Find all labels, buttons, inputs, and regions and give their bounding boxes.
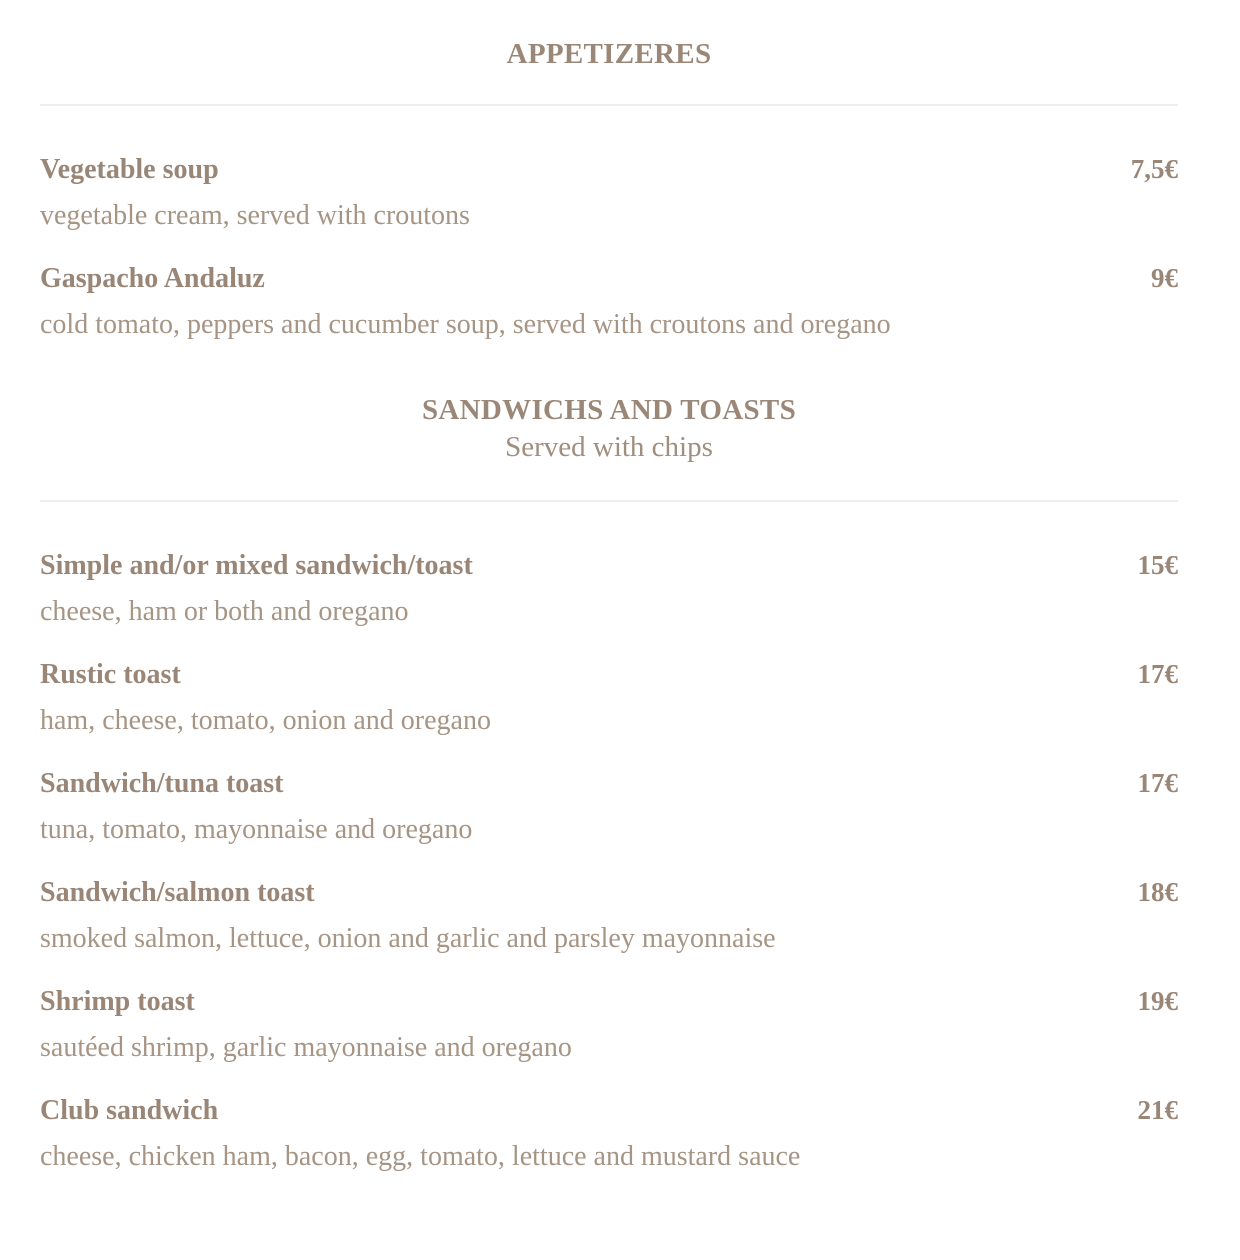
- item-name: Gaspacho Andaluz: [40, 263, 265, 294]
- list-item: [40, 255, 1178, 348]
- item-description: tuna, tomato, mayonnaise and oregano: [40, 814, 473, 845]
- section-divider: [40, 104, 1178, 106]
- item-name: Sandwich/tuna toast: [40, 768, 284, 799]
- item-name: Simple and/or mixed sandwich/toast: [40, 550, 473, 581]
- item-description: cheese, chicken ham, bacon, egg, tomato, lettuce and mustard sauce: [40, 1141, 801, 1172]
- section-title: APPETIZERES: [506, 38, 712, 70]
- list-item: [40, 760, 1178, 853]
- item-name: Sandwich/salmon toast: [40, 877, 315, 908]
- section-divider: [40, 500, 1178, 502]
- list-item: [40, 146, 1178, 239]
- item-name: Rustic toast: [40, 659, 181, 690]
- item-description: cold tomato, peppers and cucumber soup, served with croutons and oregano: [40, 309, 891, 340]
- list-item: [40, 869, 1178, 962]
- item-head: [40, 1087, 1178, 1134]
- item-price: 17€: [1137, 768, 1178, 798]
- item-description: cheese, ham or both and oregano: [40, 596, 409, 627]
- section-title: SANDWICHS AND TOASTS: [422, 394, 796, 426]
- menu-section-sandwiches: [40, 394, 1178, 1180]
- item-head: [40, 869, 1178, 916]
- list-item: [40, 1087, 1178, 1180]
- list-item: [40, 978, 1178, 1071]
- item-price: 19€: [1137, 986, 1178, 1016]
- item-list: [40, 542, 1178, 1180]
- item-head: [40, 255, 1178, 302]
- item-name: Vegetable soup: [40, 154, 219, 185]
- item-head: [40, 651, 1178, 698]
- item-price: 15€: [1137, 550, 1178, 580]
- item-price: 18€: [1137, 877, 1178, 907]
- item-list: [40, 146, 1178, 348]
- item-head: [40, 978, 1178, 1025]
- menu-section-appetizers: [40, 38, 1178, 348]
- item-price: 9€: [1151, 263, 1178, 293]
- item-name: Club sandwich: [40, 1095, 219, 1126]
- section-header: [40, 394, 1178, 466]
- item-head: [40, 542, 1178, 589]
- list-item: [40, 651, 1178, 744]
- item-price: 21€: [1137, 1095, 1178, 1125]
- item-description: vegetable cream, served with croutons: [40, 200, 470, 231]
- item-description: sautéed shrimp, garlic mayonnaise and oregano: [40, 1032, 572, 1063]
- item-name: Shrimp toast: [40, 986, 195, 1017]
- item-description: ham, cheese, tomato, onion and oregano: [40, 705, 491, 736]
- list-item: [40, 542, 1178, 635]
- item-head: [40, 146, 1178, 193]
- item-price: 7,5€: [1130, 154, 1178, 184]
- section-subtitle: Served with chips: [505, 431, 713, 463]
- item-head: [40, 760, 1178, 807]
- section-header: [40, 38, 1178, 70]
- item-price: 17€: [1137, 659, 1178, 689]
- item-description: smoked salmon, lettuce, onion and garlic and parsley mayonnaise: [40, 923, 776, 954]
